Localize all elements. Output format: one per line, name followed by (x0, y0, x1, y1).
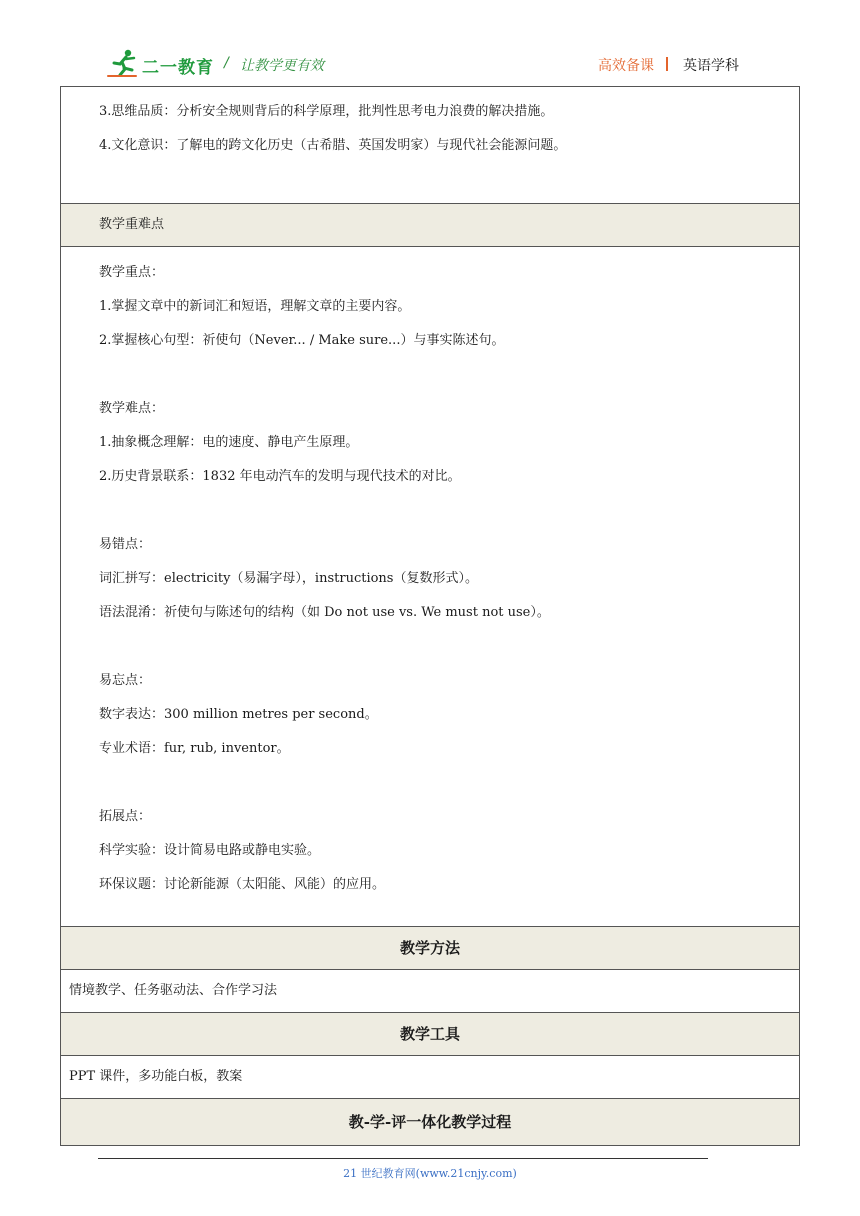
spacer (61, 494, 799, 528)
methods-title: 教学方法 (399, 939, 460, 957)
spacer (61, 766, 799, 800)
focus-title: 教学重点： (99, 265, 165, 280)
tools-title: 教学工具 (399, 1025, 460, 1043)
objective-item: 3.思维品质：分析安全规则背后的科学原理，批判性思考电力浪费的解决措施。 (99, 104, 554, 119)
focus-item: 1.掌握文章中的新词汇和短语，理解文章的主要内容。 (99, 299, 411, 314)
extend-item: 科学实验：设计简易电路或静电实验。 (99, 843, 321, 858)
objective-item: 4.文化意识：了解电的跨文化历史（古希腊、英国发明家）与现代社会能源问题。 (99, 138, 567, 153)
forget-item: 数字表达：300 million metres per second。 (99, 707, 378, 722)
objectives-continued-cell (61, 87, 799, 203)
extend-title: 拓展点： (99, 809, 152, 824)
difficulty-item: 2.历史背景联系：1832 年电动汽车的发明与现代技术的对比。 (99, 469, 461, 484)
tools-cell (61, 1055, 799, 1098)
tools-content: PPT 课件，多功能白板，教案 (69, 1069, 243, 1084)
difficulty-title: 教学难点： (99, 401, 165, 416)
focus-item: 2.掌握核心句型：祈使句（Never... / Make sure...）与事实陈述句。 (99, 333, 505, 348)
error-item: 词汇拼写：electricity（易漏字母），instructions（复数形式）。 (99, 571, 478, 586)
slogan-separator: / (224, 55, 229, 71)
forget-item: 专业术语：fur, rub, inventor。 (99, 741, 290, 756)
subject-label: 英语学科 (683, 58, 739, 74)
methods-header (61, 926, 799, 969)
error-title: 易错点： (99, 537, 152, 552)
tools-header (61, 1012, 799, 1055)
extend-item: 环保议题：讨论新能源（太阳能、风能）的应用。 (99, 877, 386, 892)
process-title: 教-学-评一体化教学过程 (348, 1113, 512, 1131)
key-points-cell (61, 246, 799, 926)
methods-cell (61, 969, 799, 1012)
brand-slogan: 让教学更有效 (240, 58, 324, 74)
methods-content: 情境教学、任务驱动法、合作学习法 (69, 983, 278, 998)
difficulty-item: 1.抽象概念理解：电的速度、静电产生原理。 (99, 435, 359, 450)
running-man-logo-icon (106, 48, 140, 78)
process-header (61, 1098, 799, 1145)
header-divider (666, 57, 668, 71)
page-header (0, 0, 860, 86)
spacer (61, 358, 799, 392)
brand-name: 二一教育 (142, 58, 214, 78)
error-item: 语法混淆：祈使句与陈述句的结构（如 Do not use vs. We must not use）。 (99, 605, 550, 620)
footer-rule (98, 1158, 708, 1159)
course-label: 高效备课 (598, 58, 654, 74)
key-points-title: 教学重难点 (99, 217, 165, 232)
spacer (61, 630, 799, 664)
footer-link[interactable]: 21 世纪教育网(www.21cnjy.com) (343, 1167, 517, 1180)
lesson-plan-table (60, 86, 800, 1146)
key-points-header (61, 203, 799, 246)
forget-title: 易忘点： (99, 673, 152, 688)
